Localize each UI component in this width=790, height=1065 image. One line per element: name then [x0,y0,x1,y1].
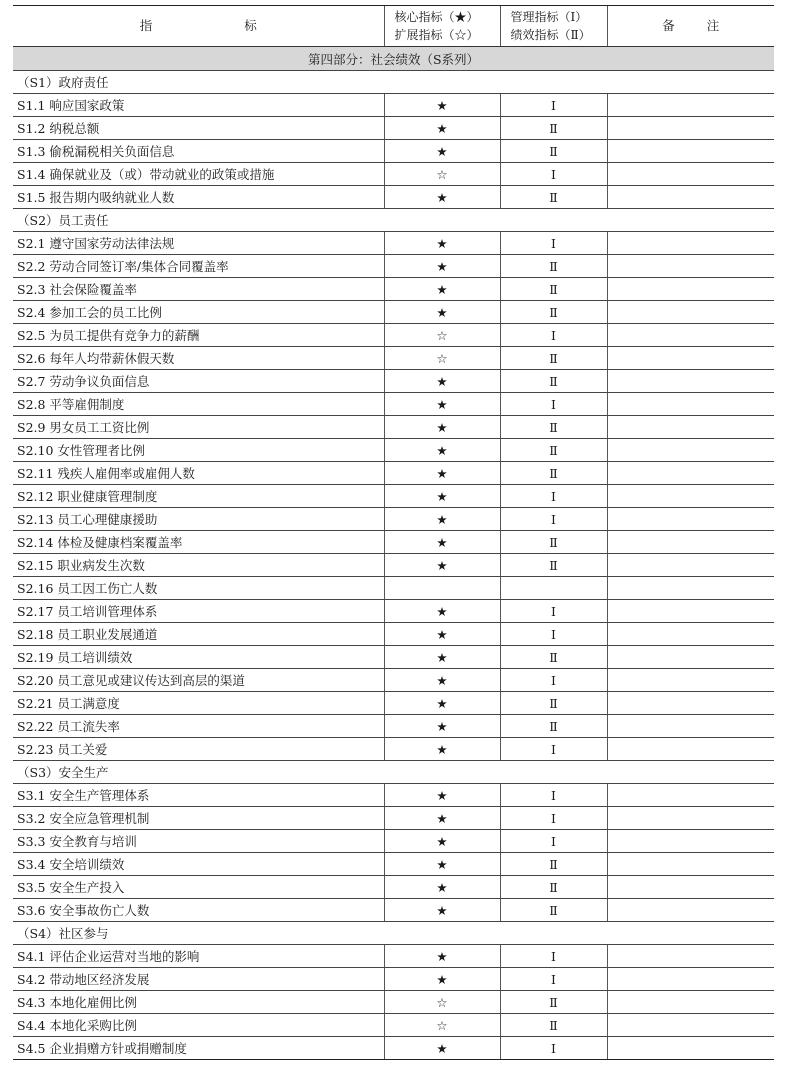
note-cell [607,393,774,416]
indicator-label: S2.5 为员工提供有竞争力的薪酬 [13,324,384,347]
indicator-type: Ⅱ [500,531,607,554]
note-cell [607,991,774,1014]
table-row [13,991,774,1014]
indicator-label: S2.1 遵守国家劳动法律法规 [13,232,384,255]
indicator-type: Ⅱ [500,715,607,738]
indicator-type: Ⅱ [500,991,607,1014]
indicator-type: Ⅱ [500,416,607,439]
table-row [13,278,774,301]
indicator-label: S2.4 参加工会的员工比例 [13,301,384,324]
indicator-label: S2.15 职业病发生次数 [13,554,384,577]
table-row [13,462,774,485]
indicator-type: Ⅰ [500,508,607,531]
indicator-label: S2.2 劳动合同签订率/集体合同覆盖率 [13,255,384,278]
indicator-type: Ⅰ [500,600,607,623]
note-cell [607,1014,774,1037]
core-extended-mark: ★ [384,1037,500,1060]
table-row [13,485,774,508]
indicator-label: S3.3 安全教育与培训 [13,830,384,853]
note-cell [607,278,774,301]
note-cell [607,531,774,554]
indicator-label: S1.1 响应国家政策 [13,94,384,117]
table-row [13,140,774,163]
header-indicator: 指 标 [13,6,384,47]
header-performance-label: 绩效指标（Ⅱ） [510,28,591,42]
core-extended-mark: ★ [384,508,500,531]
indicator-type: Ⅱ [500,876,607,899]
indicator-label: S2.14 体检及健康档案覆盖率 [13,531,384,554]
note-cell [607,945,774,968]
table-row [13,600,774,623]
indicator-type: Ⅱ [500,117,607,140]
core-extended-mark: ★ [384,485,500,508]
indicator-type: Ⅰ [500,163,607,186]
table-row [13,830,774,853]
indicator-label: S2.22 员工流失率 [13,715,384,738]
indicator-type: Ⅰ [500,669,607,692]
indicator-label: S2.16 员工因工伤亡人数 [13,577,384,600]
section-title: （S4）社区参与 [13,922,774,945]
indicator-label: S1.4 确保就业及（或）带动就业的政策或措施 [13,163,384,186]
indicator-type: Ⅰ [500,485,607,508]
indicator-label: S2.17 员工培训管理体系 [13,600,384,623]
note-cell [607,715,774,738]
section-row [13,761,774,784]
table-row [13,968,774,991]
table-row [13,1037,774,1060]
core-extended-mark: ★ [384,117,500,140]
table-row [13,646,774,669]
indicator-type: Ⅰ [500,94,607,117]
note-cell [607,232,774,255]
note-cell [607,1037,774,1060]
table-row [13,163,774,186]
indicator-label: S2.11 残疾人雇佣率或雇佣人数 [13,462,384,485]
table-row [13,324,774,347]
note-cell [607,462,774,485]
indicator-label: S2.13 员工心理健康援助 [13,508,384,531]
core-extended-mark: ★ [384,531,500,554]
indicator-label: S3.6 安全事故伤亡人数 [13,899,384,922]
table-header-row [13,6,774,47]
table-row [13,577,774,600]
table-row [13,117,774,140]
indicator-label: S2.6 每年人均带薪休假天数 [13,347,384,370]
indicator-type: Ⅱ [500,692,607,715]
table-row [13,669,774,692]
core-extended-mark: ★ [384,232,500,255]
note-cell [607,807,774,830]
core-extended-mark: ★ [384,715,500,738]
header-management-performance [500,6,607,47]
indicator-label: S1.5 报告期内吸纳就业人数 [13,186,384,209]
core-extended-mark [384,577,500,600]
indicator-type: Ⅱ [500,255,607,278]
table-row [13,899,774,922]
section-row [13,71,774,94]
note-cell [607,186,774,209]
note-cell [607,508,774,531]
section-row [13,922,774,945]
indicator-type: Ⅰ [500,807,607,830]
table-row [13,301,774,324]
core-extended-mark: ★ [384,278,500,301]
note-cell [607,738,774,761]
indicator-type: Ⅱ [500,140,607,163]
core-extended-mark: ★ [384,784,500,807]
table-row [13,876,774,899]
note-cell [607,439,774,462]
core-extended-mark: ★ [384,669,500,692]
core-extended-mark: ★ [384,807,500,830]
core-extended-mark: ★ [384,945,500,968]
indicator-label: S3.1 安全生产管理体系 [13,784,384,807]
table-row [13,807,774,830]
table-row [13,370,774,393]
table-row [13,1014,774,1037]
indicator-label: S3.2 安全应急管理机制 [13,807,384,830]
indicator-label: S1.3 偷税漏税相关负面信息 [13,140,384,163]
indicator-type: Ⅰ [500,830,607,853]
note-cell [607,692,774,715]
table-row [13,531,774,554]
header-note: 备 注 [607,6,774,47]
core-extended-mark: ★ [384,968,500,991]
note-cell [607,968,774,991]
table-row [13,554,774,577]
note-cell [607,669,774,692]
note-cell [607,577,774,600]
note-cell [607,347,774,370]
indicator-label: S3.4 安全培训绩效 [13,853,384,876]
table-row [13,623,774,646]
core-extended-mark: ★ [384,692,500,715]
note-cell [607,623,774,646]
note-cell [607,94,774,117]
table-row [13,416,774,439]
core-extended-mark: ★ [384,899,500,922]
indicator-label: S2.9 男女员工工资比例 [13,416,384,439]
core-extended-mark: ★ [384,370,500,393]
table-row [13,255,774,278]
indicator-label: S2.3 社会保险覆盖率 [13,278,384,301]
indicator-label: S2.19 员工培训绩效 [13,646,384,669]
indicator-type: Ⅰ [500,968,607,991]
header-extended-label: 扩展指标（☆） [394,28,479,42]
note-cell [607,301,774,324]
part-title: 第四部分：社会绩效（S系列） [13,47,774,71]
note-cell [607,853,774,876]
core-extended-mark: ★ [384,462,500,485]
indicator-label: S4.4 本地化采购比例 [13,1014,384,1037]
indicator-type: Ⅱ [500,439,607,462]
indicator-label: S2.21 员工满意度 [13,692,384,715]
core-extended-mark: ★ [384,140,500,163]
table-row [13,784,774,807]
core-extended-mark: ★ [384,94,500,117]
table-row [13,945,774,968]
indicator-label: S2.23 员工关爱 [13,738,384,761]
indicator-type: Ⅱ [500,853,607,876]
table-row [13,347,774,370]
indicator-label: S4.5 企业捐赠方针或捐赠制度 [13,1037,384,1060]
indicator-type: Ⅱ [500,186,607,209]
core-extended-mark: ★ [384,416,500,439]
note-cell [607,600,774,623]
core-extended-mark: ★ [384,554,500,577]
core-extended-mark: ★ [384,830,500,853]
indicator-label: S3.5 安全生产投入 [13,876,384,899]
indicator-label: S2.8 平等雇佣制度 [13,393,384,416]
indicator-type: Ⅰ [500,623,607,646]
indicator-type: Ⅱ [500,646,607,669]
note-cell [607,163,774,186]
indicator-label: S4.2 带动地区经济发展 [13,968,384,991]
note-cell [607,255,774,278]
note-cell [607,370,774,393]
table-row [13,692,774,715]
indicator-type: Ⅰ [500,945,607,968]
indicator-type: Ⅱ [500,554,607,577]
core-extended-mark: ☆ [384,347,500,370]
table-row [13,393,774,416]
indicator-type: Ⅰ [500,324,607,347]
core-extended-mark: ☆ [384,991,500,1014]
indicator-label: S4.3 本地化雇佣比例 [13,991,384,1014]
note-cell [607,646,774,669]
section-row [13,209,774,232]
core-extended-mark: ★ [384,876,500,899]
indicator-type: Ⅰ [500,393,607,416]
indicator-type: Ⅰ [500,1037,607,1060]
note-cell [607,899,774,922]
table-row [13,94,774,117]
table-row [13,738,774,761]
table-row [13,508,774,531]
indicator-type: Ⅱ [500,1014,607,1037]
indicator-label: S2.12 职业健康管理制度 [13,485,384,508]
indicator-label: S1.2 纳税总额 [13,117,384,140]
indicator-label: S2.7 劳动争议负面信息 [13,370,384,393]
core-extended-mark: ★ [384,393,500,416]
note-cell [607,324,774,347]
core-extended-mark: ★ [384,623,500,646]
indicator-type: Ⅱ [500,370,607,393]
note-cell [607,140,774,163]
core-extended-mark: ★ [384,853,500,876]
indicator-label: S2.18 员工职业发展通道 [13,623,384,646]
indicator-type: Ⅰ [500,232,607,255]
table-body [13,47,774,1060]
indicator-type: Ⅰ [500,738,607,761]
note-cell [607,784,774,807]
indicator-label: S2.10 女性管理者比例 [13,439,384,462]
note-cell [607,554,774,577]
table-row [13,186,774,209]
part-title-row [13,47,774,71]
note-cell [607,117,774,140]
indicator-table [13,5,774,1060]
table-row [13,232,774,255]
note-cell [607,485,774,508]
table-row [13,853,774,876]
indicator-type: Ⅱ [500,301,607,324]
core-extended-mark: ☆ [384,324,500,347]
indicator-type: Ⅱ [500,462,607,485]
note-cell [607,416,774,439]
table-row [13,715,774,738]
core-extended-mark: ★ [384,646,500,669]
note-cell [607,830,774,853]
core-extended-mark: ★ [384,600,500,623]
core-extended-mark: ★ [384,738,500,761]
core-extended-mark: ★ [384,439,500,462]
indicator-type: Ⅰ [500,784,607,807]
core-extended-mark: ★ [384,255,500,278]
note-cell [607,876,774,899]
section-title: （S1）政府责任 [13,71,774,94]
section-title: （S3）安全生产 [13,761,774,784]
indicator-type: Ⅱ [500,278,607,301]
indicator-type: Ⅱ [500,347,607,370]
table-row [13,439,774,462]
core-extended-mark: ☆ [384,1014,500,1037]
indicator-type: Ⅱ [500,899,607,922]
indicator-label: S2.20 员工意见或建议传达到高层的渠道 [13,669,384,692]
header-management-label: 管理指标（Ⅰ） [510,10,588,24]
header-core-label: 核心指标（★） [394,10,479,24]
core-extended-mark: ★ [384,186,500,209]
indicator-type [500,577,607,600]
header-core-extended [384,6,500,47]
core-extended-mark: ☆ [384,163,500,186]
section-title: （S2）员工责任 [13,209,774,232]
core-extended-mark: ★ [384,301,500,324]
indicator-label: S4.1 评估企业运营对当地的影响 [13,945,384,968]
